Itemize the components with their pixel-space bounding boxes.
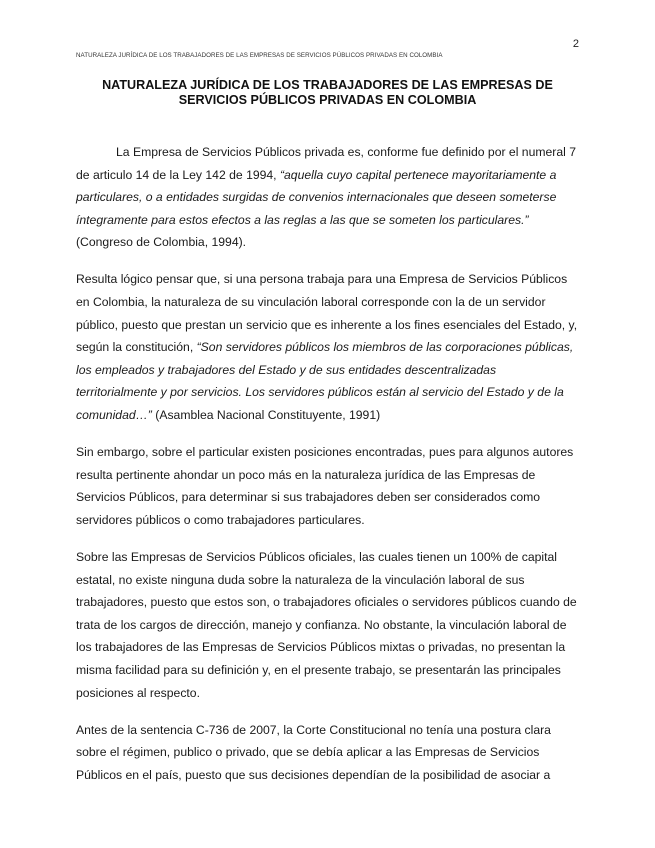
page-number: 2 [572, 38, 579, 50]
document-title [76, 78, 579, 108]
document-body [76, 141, 579, 801]
paragraph-5: Antes de la sentencia C-736 de 2007, la Corte Constitucional no tenía una postura clara sobre el régimen, publico o privado, que se debía aplicar a las Empresas de Servicios Públicos en el país, puesto que sus decisiones dependían de la posibilidad de asociar a [76, 722, 551, 782]
paragraph-3: Sin embargo, sobre el particular existen posiciones encontradas, pues para algunos autores resulta pertinente ahondar un poco más en la naturaleza jurídica de las Empresas de Servicios Públicos, para determinar si sus trabajadores deben ser considerados como servidores públicos o como trabajadores particulares. [76, 445, 574, 527]
title-line-1: NATURALEZA JURÍDICA DE LOS TRABAJADORES DE LAS EMPRESAS DE [102, 78, 553, 92]
paragraph-2-citation: (Asamblea Nacional Constituyente, 1991) [151, 408, 381, 423]
paragraph-1 [76, 141, 579, 254]
paragraph-2-quote: “Son servidores públicos los miembros de las corporaciones públicas, los empleados y trabajadores del Estado y de sus entidades descentralizadas territorialmente y por servicios. Los servidores públicos están al servicio del Estado y de la comunidad…” [76, 340, 574, 423]
paragraph-2 [76, 268, 579, 426]
title-line-2: SERVICIOS PÚBLICOS PRIVADAS EN COLOMBIA [178, 93, 477, 107]
paragraph-1-quote: “aquella cuyo capital pertenece mayoritariamente a particulares, o a entidades surgidas de convenios internacionales que deseen someterse íntegramente para estos efectos a las reglas a las que se someten los particulares.” [76, 167, 557, 227]
paragraph-1-intro: La Empresa de Servicios Públicos privada es, conforme fue definido por el numeral 7 de articulo 14 de la Ley 142 de 1994, [76, 145, 576, 182]
paragraph-1-citation: (Congreso de Colombia, 1994). [76, 235, 247, 250]
running-header: NATURALEZA JURÍDICA DE LOS TRABAJADORES DE LAS EMPRESAS DE SERVICIOS PÚBLICOS PRIVADAS EN COLOMBIA [76, 52, 443, 59]
paragraph-2-intro: Resulta lógico pensar que, si una persona trabaja para una Empresa de Servicios Públicos en Colombia, la naturaleza de su vinculación laboral corresponde con la de un servidor público, puesto que prestan un servicio que es inherente a los fines esenciales del Estado, y, según la constitución, [76, 272, 578, 355]
paragraph-4: Sobre las Empresas de Servicios Públicos oficiales, las cuales tienen un 100% de capital estatal, no existe ninguna duda sobre la naturaleza de la vinculación laboral de sus trabajadores, puesto que estos son, o trabajadores oficiales o servidores públicos cuando de trata de los cargos de dirección, manejo y confianza. No obstante, la vinculación laboral de los trabajadores de las Empresas de Servicios Públicos mixtas o privadas, no presentan la misma facilidad para su definición y, en el presente trabajo, se presentarán las principales posiciones al respecto. [76, 550, 577, 700]
